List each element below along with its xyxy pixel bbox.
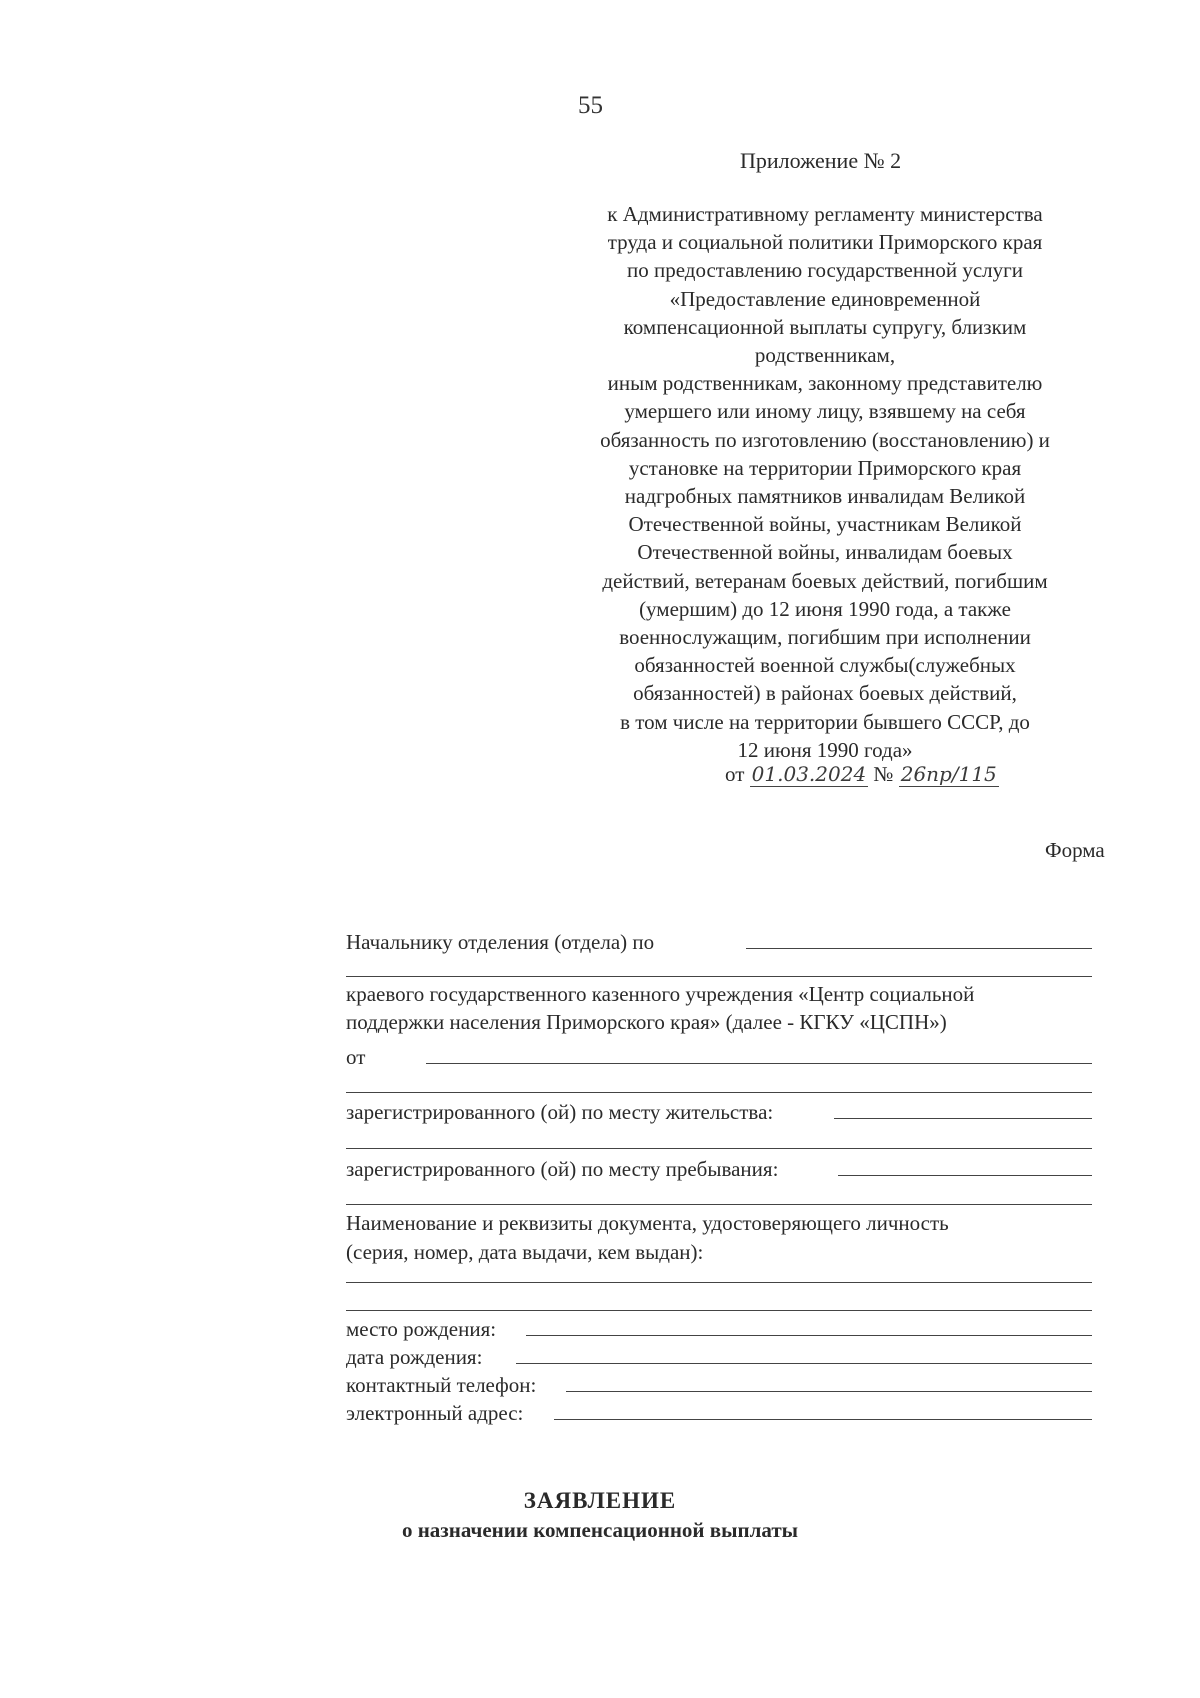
phone-blank-line: [566, 1391, 1092, 1392]
page-number: 55: [578, 92, 603, 119]
appendix-line: в том числе на территории бывшего СССР, до: [620, 709, 1030, 734]
appendix-line: по предоставлению государственной услуги: [627, 258, 1023, 283]
birthplace-label: место рождения:: [346, 1317, 497, 1341]
addressee-block: [346, 930, 1100, 1450]
appendix-line: обязанностей) в районах боевых действий,: [633, 681, 1017, 706]
appendix-line: умершего или иному лицу, взявшему на себя: [624, 399, 1026, 424]
appendix-line: обязанностей военной службы(служебных: [634, 653, 1016, 678]
email-label: электронный адрес:: [346, 1401, 524, 1425]
number-label: №: [873, 762, 894, 786]
birthdate-label: дата рождения:: [346, 1345, 483, 1369]
residence-blank-line: [834, 1118, 1092, 1119]
stay-label: зарегистрированного (ой) по месту пребывания:: [346, 1157, 779, 1181]
appendix-line: компенсационной выплаты супругу, близким: [623, 314, 1027, 339]
appendix-line: труда и социальной политики Приморского края: [607, 230, 1043, 255]
appendix-line: Отечественной войны, участникам Великой: [628, 512, 1022, 537]
email-blank-line: [554, 1419, 1092, 1420]
from-blank-line-2: [346, 1092, 1092, 1093]
institution-line-2: поддержки населения Приморского края» (далее - КГКУ «ЦСПН»): [346, 1010, 947, 1034]
stay-blank-line: [838, 1175, 1092, 1176]
birthplace-blank-line: [526, 1335, 1092, 1336]
appendix-line: «Предоставление единовременной: [669, 286, 981, 311]
appendix-line: военнослужащим, погибшим при исполнении: [619, 625, 1031, 650]
from-blank-line: [426, 1063, 1092, 1064]
appendix-line: (умершим) до 12 июня 1990 года, а также: [639, 596, 1011, 621]
application-subtitle: о назначении компенсационной выплаты: [401, 1518, 799, 1542]
appendix-body: [565, 200, 1085, 764]
regulation-date-number: [725, 762, 999, 787]
id-document-blank-line-1: [346, 1282, 1092, 1283]
appendix-line: надгробных памятников инвалидам Великой: [624, 484, 1026, 509]
application-title: ЗАЯВЛЕНИЕ: [523, 1488, 677, 1513]
birthdate-blank-line: [516, 1363, 1092, 1364]
form-label: Форма: [1045, 838, 1105, 862]
id-document-blank-line-2: [346, 1310, 1092, 1311]
id-document-label-1: Наименование и реквизиты документа, удостоверяющего личность: [346, 1211, 949, 1235]
department-blank-line: [746, 948, 1092, 949]
appendix-line: 12 июня 1990 года»: [737, 737, 913, 762]
phone-label: контактный телефон:: [346, 1373, 537, 1397]
appendix-line: к Административному регламенту министерства: [607, 202, 1043, 226]
appendix-line: родственникам,: [754, 343, 896, 368]
appendix-line: Отечественной войны, инвалидам боевых: [637, 540, 1013, 565]
from-label: от: [346, 1045, 366, 1069]
appendix-line: обязанность по изготовлению (восстановлению) и: [600, 427, 1050, 452]
from-label: от: [725, 762, 745, 786]
handwritten-number: 26пр/115: [900, 762, 997, 786]
handwritten-date: 01.03.2024: [751, 762, 867, 786]
appendix-line: иным родственникам, законному представителю: [607, 371, 1043, 396]
residence-blank-line-2: [346, 1148, 1092, 1149]
appendix-line: установке на территории Приморского края: [628, 455, 1022, 480]
department-blank-line-2: [346, 976, 1092, 977]
id-document-label-2: (серия, номер, дата выдачи, кем выдан):: [346, 1240, 704, 1264]
institution-line-1: краевого государственного казенного учреждения «Центр социальной: [346, 982, 975, 1006]
stay-blank-line-2: [346, 1204, 1092, 1205]
residence-label: зарегистрированного (ой) по месту жительства:: [346, 1100, 774, 1124]
head-label: Начальнику отделения (отдела) по: [346, 930, 655, 954]
appendix-title: Приложение № 2: [740, 148, 902, 173]
appendix-line: действий, ветеранам боевых действий, погибшим: [602, 568, 1048, 593]
